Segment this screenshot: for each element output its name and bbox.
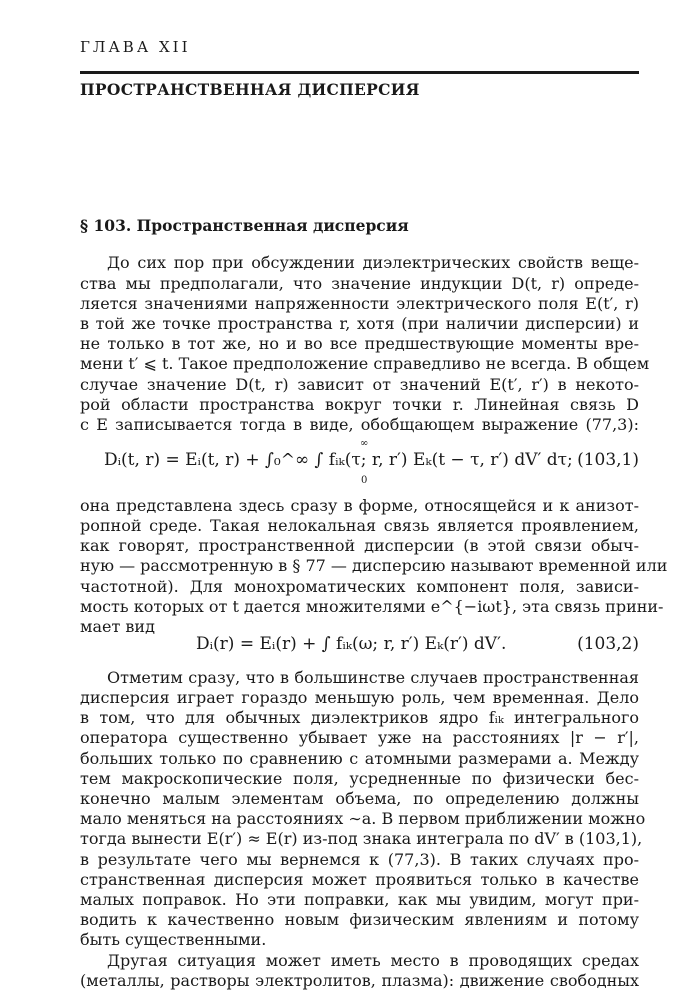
text-line: (металлы, растворы электролитов, плазма): движение свободных <box>80 971 639 990</box>
integral-upper-limit: ∞ <box>360 438 369 449</box>
chapter-label: ГЛАВА XII <box>80 38 191 56</box>
text-line: До сих пор при обсуждении диэлектрических свойств веще- <box>107 253 639 272</box>
header-rule <box>80 71 639 74</box>
text-line: ства мы предполагали, что значение индукции D(t, r) опреде- <box>80 274 639 293</box>
text-line: конечно малым элементам объема, по определению должны <box>80 789 639 808</box>
chapter-title: ПРОСТРАНСТВЕННАЯ ДИСПЕРСИЯ <box>80 80 420 99</box>
text-line: мает вид <box>80 617 155 636</box>
section-heading: § 103. Пространственная дисперсия <box>80 216 409 235</box>
text-line: малых поправок. Но эти поправки, как мы увидим, могут при- <box>80 890 639 909</box>
text-line: в результате чего мы вернемся к (77,3). В таких случаях про- <box>80 850 639 869</box>
text-line: в той же точке пространства r, хотя (при наличии дисперсии) и <box>80 314 639 333</box>
text-line: не только в тот же, но и во все предшествующие моменты вре- <box>80 334 639 353</box>
text-line: с E записывается тогда в виде, обобщающем выражение (77,3): <box>80 415 639 434</box>
integral-lower-limit: 0 <box>361 475 368 486</box>
equation-body: Dᵢ(r) = Eᵢ(r) + ∫ fᵢₖ(ω; r, r′) Eₖ(r′) dV′. <box>196 634 507 654</box>
equation-103-2 <box>80 626 639 662</box>
text-line: странственная дисперсия может проявиться только в качестве <box>80 870 639 889</box>
text-line: тогда вынести E(r′) ≈ E(r) из-под знака интеграла по dV′ в (103,1), <box>80 829 643 848</box>
equation-number: (103,2) <box>577 634 639 654</box>
text-line: случае значение D(t, r) зависит от значений E(t′, r′) в некото- <box>80 375 639 394</box>
text-line: ропной среде. Такая нелокальная связь является проявлением, <box>80 516 639 535</box>
text-line: мость которых от t дается множителями e^{−iωt}, эта связь прини- <box>80 597 664 616</box>
text-line: она представлена здесь сразу в форме, относящейся и к анизот- <box>80 496 639 515</box>
text-line: частотной). Для монохроматических компонент поля, зависи- <box>80 577 639 596</box>
text-line: ную — рассмотренную в § 77 — дисперсию называют временной или <box>80 556 668 575</box>
text-line: оператора существенно убывает уже на расстояниях |r − r′|, <box>80 728 639 747</box>
equation-body: Dᵢ(t, r) = Eᵢ(t, r) + ∫₀^∞ ∫ fᵢₖ(τ; r, r′) Eₖ(t − τ, r′) dV′ dτ; <box>104 450 573 470</box>
text-line: как говорят, пространственной дисперсии (в этой связи обыч- <box>80 536 639 555</box>
equation-103-1 <box>80 438 639 486</box>
text-line: мало меняться на расстояниях ∼a. В первом приближении можно <box>80 809 646 828</box>
text-line: водить к качественно новым физическим явлениям и потому <box>80 910 639 929</box>
text-line: рой области пространства вокруг точки r. Линейная связь D <box>80 395 639 414</box>
text-line: мени t′ ⩽ t. Такое предположение справедливо не всегда. В общем <box>80 354 650 373</box>
equation-number: (103,1) <box>577 450 639 470</box>
text-line: дисперсия играет гораздо меньшую роль, чем временная. Дело <box>80 688 639 707</box>
text-line: Отметим сразу, что в большинстве случаев пространственная <box>107 668 639 687</box>
text-line: больших только по сравнению с атомными размерами a. Между <box>80 749 639 768</box>
text-line: ляется значениями напряженности электрического поля E(t′, r) <box>80 294 639 313</box>
text-line: тем макроскопические поля, усредненные по физически бес- <box>80 769 639 788</box>
text-line: в том, что для обычных диэлектриков ядро fᵢₖ интегрального <box>80 708 639 727</box>
text-line: Другая ситуация может иметь место в проводящих средах <box>107 951 639 970</box>
text-line: быть существенными. <box>80 930 267 949</box>
